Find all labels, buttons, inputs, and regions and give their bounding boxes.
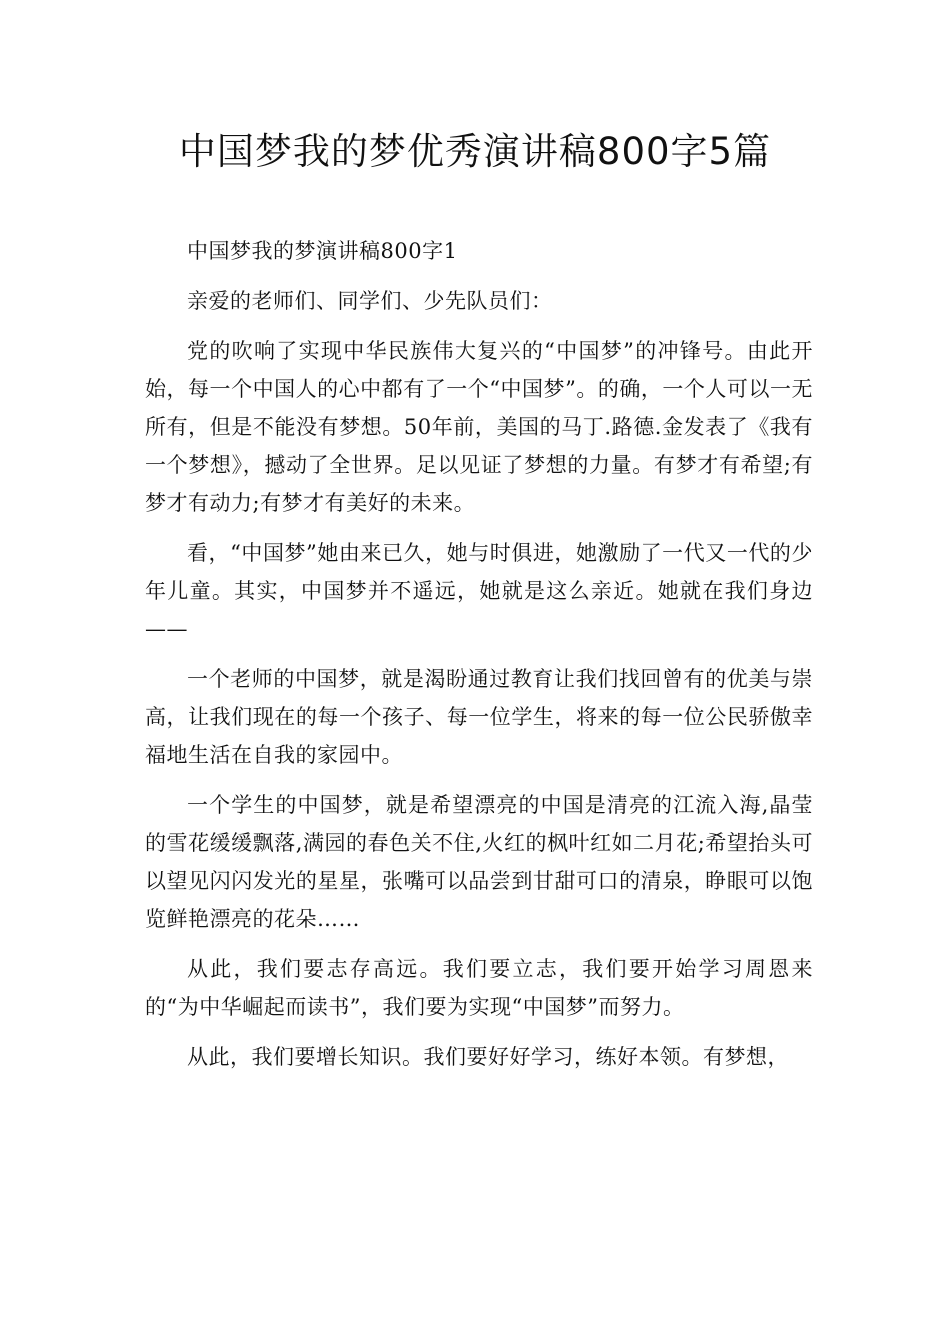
paragraph: 看，“中国梦”她由来已久，她与时俱进，她激励了一代又一代的少年儿童。其实，中国梦并不遥远，她就是这么亲近。她就在我们身边—— [145, 541, 813, 641]
paragraph: 党的吹响了实现中华民族伟大复兴的“中国梦”的冲锋号。由此开始，每一个中国人的心中都有了一个“中国梦”。的确，一个人可以一无所有，但是不能没有梦想。50年前，美国的马丁.路德.金发表了《我有一个梦想》，撼动了全世界。足以见证了梦想的力量。有梦才有希望;有梦才有动力;有梦才有美好的未来。 [145, 339, 813, 515]
page-title: 中国梦我的梦优秀演讲稿800字5篇 [178, 130, 772, 173]
paragraph: 一个学生的中国梦，就是希望漂亮的中国是清亮的江流入海,晶莹的雪花缓缓飘落,满园的春色关不住,火红的枫叶红如二月花;希望抬头可以望见闪闪发光的星星，张嘴可以品尝到甘甜可口的清泉，睁眼可以饱览鲜艳漂亮的花朵…… [145, 793, 813, 931]
paragraph: 从此，我们要增长知识。我们要好好学习，练好本领。有梦想， [187, 1045, 789, 1069]
paragraph-subheading: 中国梦我的梦演讲稿800字1 [187, 239, 458, 263]
paragraph-salutation: 亲爱的老师们、同学们、少先队员们： [187, 289, 553, 313]
paragraph: 从此，我们要志存高远。我们要立志，我们要开始学习周恩来的“为中华崛起而读书”，我们要为实现“中国梦”而努力。 [145, 957, 813, 1019]
paragraph: 一个老师的中国梦，就是渴盼通过教育让我们找回曾有的优美与崇高，让我们现在的每一个孩子、每一位学生，将来的每一位公民骄傲幸福地生活在自我的家园中。 [145, 667, 813, 767]
document-body [145, 232, 813, 1088]
